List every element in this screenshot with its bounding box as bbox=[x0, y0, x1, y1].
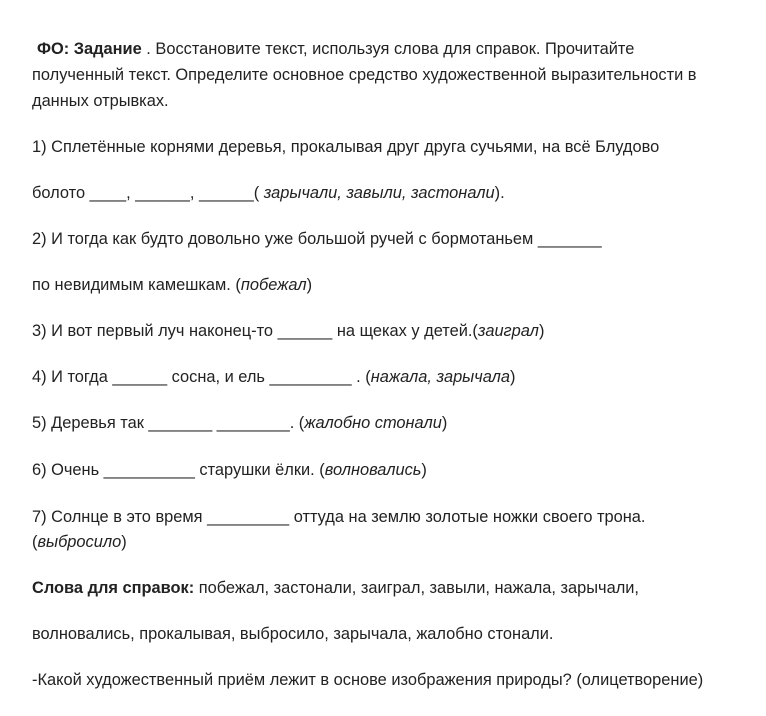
task-line-3: данных отрывках. bbox=[32, 92, 169, 110]
item-1-text: болото ____, ______, ______( bbox=[32, 184, 260, 202]
item-4 bbox=[32, 364, 515, 390]
item-2-text: по невидимым камешкам. ( bbox=[32, 276, 241, 294]
item-7-line-2 bbox=[32, 529, 127, 555]
item-1-hint: зарычали, завыли, застонали bbox=[259, 184, 495, 202]
item-5 bbox=[32, 410, 447, 436]
task-line-1 bbox=[37, 36, 634, 62]
task-text-1: . Восстановите текст, используя слова для справок. Прочитайте bbox=[141, 40, 635, 58]
item-6-hint: волновались bbox=[324, 461, 422, 479]
item-2-line-2 bbox=[32, 272, 312, 298]
task-label: ФО: Задание bbox=[37, 40, 142, 58]
item-2-hint: побежал bbox=[240, 276, 307, 294]
item-7-hint: выбросило bbox=[37, 533, 122, 551]
words-label: Слова для справок: bbox=[32, 579, 195, 597]
words-line-2: волновались, прокалывая, выбросило, зарычала, жалобно стонали. bbox=[32, 625, 554, 643]
item-4-text: 4) И тогда ______ сосна, и ель _________ . ( bbox=[32, 368, 371, 386]
item-3 bbox=[32, 318, 544, 344]
item-2-end: ) bbox=[306, 276, 313, 294]
item-4-end: ) bbox=[510, 368, 516, 386]
item-3-text: 3) И вот первый луч наконец-то ______ на щеках у детей.( bbox=[32, 322, 478, 340]
item-2-line-1: 2) И тогда как будто довольно уже большой ручей с бормотаньем _______ bbox=[32, 230, 602, 248]
question: -Какой художественный приём лежит в основе изображения природы? (олицетворение) bbox=[32, 671, 704, 689]
item-1-end: ). bbox=[494, 184, 505, 202]
item-3-end: ) bbox=[538, 322, 545, 340]
item-5-hint: жалобно стонали bbox=[304, 414, 442, 432]
item-5-text: 5) Деревья так _______ ________. ( bbox=[32, 414, 305, 432]
item-1-line-1: 1) Сплетённые корнями деревья, прокалывая друг друга сучьями, на всё Блудово bbox=[32, 138, 660, 156]
item-5-end: ) bbox=[441, 414, 448, 432]
item-1-line-2 bbox=[32, 180, 505, 206]
item-3-hint: заиграл bbox=[477, 322, 539, 340]
item-6-text: 6) Очень __________ старушки ёлки. ( bbox=[32, 461, 325, 479]
task-line-2: полученный текст. Определите основное средство художественной выразительности в bbox=[32, 66, 697, 84]
words-text-1: побежал, застонали, заиграл, завыли, нажала, зарычали, bbox=[194, 579, 639, 597]
item-6 bbox=[32, 457, 427, 483]
item-4-hint: нажала, зарычала bbox=[370, 368, 511, 386]
item-7-start: ( bbox=[32, 533, 38, 551]
words-line-1 bbox=[32, 575, 639, 601]
item-6-end: ) bbox=[421, 461, 427, 479]
item-7-line-1: 7) Солнце в это время _________ оттуда на землю золотые ножки своего трона. bbox=[32, 508, 646, 526]
item-7-end: ) bbox=[121, 533, 127, 551]
